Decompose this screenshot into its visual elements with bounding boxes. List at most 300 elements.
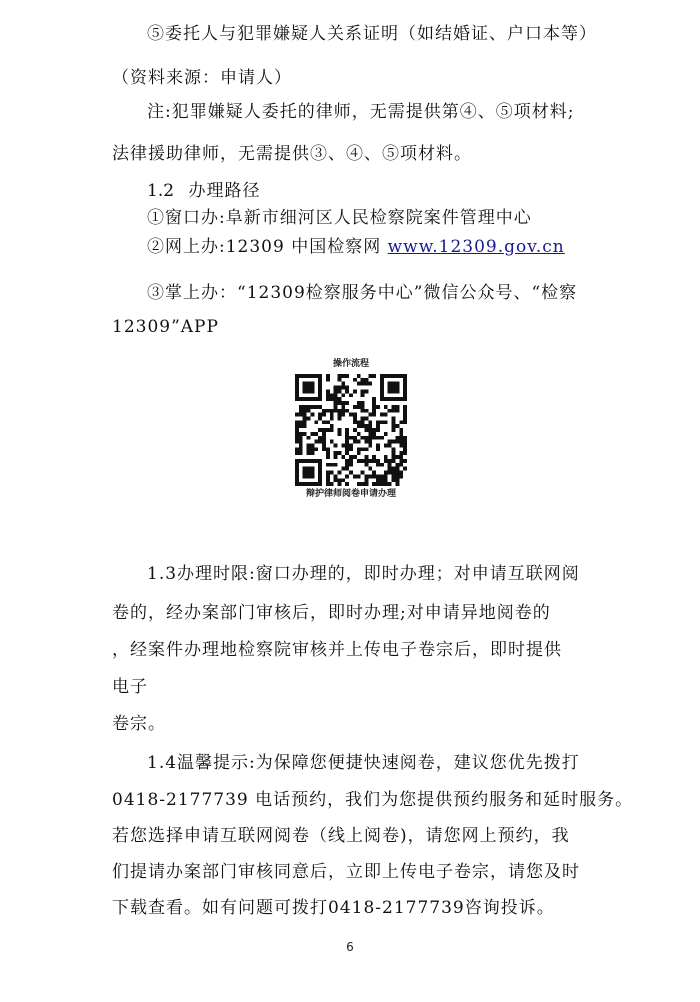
qr-code-icon[interactable] <box>295 374 407 486</box>
qr-module <box>403 397 407 401</box>
qr-module <box>318 436 322 440</box>
qr-module <box>368 459 372 463</box>
section-number: 1.2 <box>147 181 175 201</box>
qr-module <box>334 389 338 393</box>
qr-module <box>403 416 407 420</box>
text-line: ，经案件办理地检察院审核并上传电子卷宗后，即时提供 <box>112 640 562 660</box>
qr-caption: 辩护律师阅卷申请办理 <box>305 489 396 499</box>
qr-module <box>345 474 349 478</box>
qr-module <box>399 463 403 467</box>
qr-module <box>314 440 318 444</box>
qr-module <box>307 482 311 486</box>
qr-module <box>388 440 392 444</box>
qr-module <box>357 382 361 386</box>
qr-module <box>326 463 330 467</box>
qr-module <box>318 428 322 432</box>
qr-module <box>357 447 361 451</box>
qr-module <box>299 397 303 401</box>
text-line: 电子 <box>112 677 148 697</box>
qr-module <box>345 436 349 440</box>
qr-module <box>326 420 330 424</box>
qr-module <box>349 436 353 440</box>
qr-module <box>337 413 341 417</box>
qr-module <box>380 420 384 424</box>
qr-module <box>368 440 372 444</box>
qr-module <box>353 428 357 432</box>
qr-module <box>337 451 341 455</box>
qr-module <box>307 386 311 390</box>
qr-module <box>341 478 345 482</box>
qr-module <box>310 447 314 451</box>
qr-module <box>353 378 357 382</box>
qr-module <box>399 451 403 455</box>
qr-module <box>392 389 396 393</box>
qr-module <box>395 463 399 467</box>
qr-module <box>310 451 314 455</box>
qr-module <box>326 482 330 486</box>
qr-module <box>372 432 376 436</box>
qr-module <box>310 471 314 475</box>
qr-module <box>318 378 322 382</box>
qr-module <box>376 420 380 424</box>
qr-module <box>353 440 357 444</box>
qr-module <box>337 416 341 420</box>
qr-module <box>310 382 314 386</box>
qr-module <box>380 386 384 390</box>
qr-block <box>295 358 407 500</box>
qr-module <box>392 451 396 455</box>
qr-module <box>303 432 307 436</box>
qr-module <box>341 413 345 417</box>
qr-module <box>303 386 307 390</box>
qr-title: 操作流程 <box>332 359 369 369</box>
qr-module <box>392 447 396 451</box>
qr-module <box>399 471 403 475</box>
qr-module <box>295 459 299 463</box>
qr-module <box>318 386 322 390</box>
qr-module <box>357 432 361 436</box>
qr-module <box>403 436 407 440</box>
qr-module <box>365 447 369 451</box>
qr-module <box>376 459 380 463</box>
qr-module <box>295 471 299 475</box>
qr-module <box>380 389 384 393</box>
qr-module <box>330 397 334 401</box>
qr-module <box>384 413 388 417</box>
qr-module <box>334 401 338 405</box>
qr-module <box>372 459 376 463</box>
qr-module <box>322 432 326 436</box>
qr-module <box>337 389 341 393</box>
qr-module <box>337 432 341 436</box>
qr-module <box>330 424 334 428</box>
text-line: 0418-2177739 电话预约，我们为您提供预约服务和延时服务。 <box>112 790 634 810</box>
qr-module <box>372 482 376 486</box>
qr-module <box>384 482 388 486</box>
qr-module <box>303 413 307 417</box>
qr-module <box>368 467 372 471</box>
qr-module <box>365 424 369 428</box>
qr-module <box>399 459 403 463</box>
qr-module <box>330 463 334 467</box>
qr-module <box>372 471 376 475</box>
qr-module <box>395 405 399 409</box>
qr-module <box>403 393 407 397</box>
qr-module <box>295 420 299 424</box>
qr-module <box>392 471 396 475</box>
qr-module <box>314 374 318 378</box>
qr-module <box>295 397 299 401</box>
qr-module <box>388 471 392 475</box>
qr-module <box>314 447 318 451</box>
qr-module <box>295 432 299 436</box>
qr-module <box>307 471 311 475</box>
qr-module <box>380 397 384 401</box>
qr-module <box>392 374 396 378</box>
qr-module <box>399 420 403 424</box>
qr-module <box>372 397 376 401</box>
qr-module <box>368 374 372 378</box>
qr-module <box>388 389 392 393</box>
qr-module <box>310 482 314 486</box>
qr-module <box>326 447 330 451</box>
qr-module <box>326 378 330 382</box>
qr-module <box>295 482 299 486</box>
qr-module <box>295 467 299 471</box>
qr-module <box>395 382 399 386</box>
qr-module <box>403 459 407 463</box>
qr-module <box>357 424 361 428</box>
qr-module <box>384 397 388 401</box>
qr-module <box>299 436 303 440</box>
text-line: ①窗口办:阜新市细河区人民检察院案件管理中心 <box>147 208 532 228</box>
qr-module <box>345 451 349 455</box>
qr-module <box>299 440 303 444</box>
qr-module <box>376 405 380 409</box>
text-line: 注:犯罪嫌疑人委托的律师，无需提供第④、⑤项材料; <box>147 102 575 122</box>
qr-module <box>341 401 345 405</box>
qr-module <box>299 459 303 463</box>
qr-module <box>368 444 372 448</box>
qr-module <box>303 471 307 475</box>
qr-module <box>349 459 353 463</box>
qr-module <box>345 447 349 451</box>
qr-module <box>357 451 361 455</box>
qr-module <box>361 393 365 397</box>
qr-module <box>365 455 369 459</box>
qr-module <box>318 471 322 475</box>
qr-module <box>384 471 388 475</box>
qr-module <box>307 459 311 463</box>
qr-module <box>310 413 314 417</box>
qr-module <box>368 382 372 386</box>
qr-module <box>368 413 372 417</box>
qr-module <box>295 474 299 478</box>
qr-module <box>403 389 407 393</box>
qr-module <box>322 436 326 440</box>
qr-module <box>303 482 307 486</box>
qr-module <box>365 474 369 478</box>
qr-module <box>376 474 380 478</box>
qr-module <box>365 409 369 413</box>
qr-module <box>330 428 334 432</box>
qr-module <box>345 482 349 486</box>
qr-module <box>361 401 365 405</box>
qr-module <box>314 420 318 424</box>
qr-module <box>334 405 338 409</box>
qr-module <box>365 482 369 486</box>
text-line: （资料来源：申请人） <box>112 68 292 88</box>
qr-module <box>372 409 376 413</box>
qr-module <box>318 459 322 463</box>
qr-module <box>403 447 407 451</box>
qr-module <box>388 467 392 471</box>
qr-module <box>330 482 334 486</box>
qr-module <box>349 471 353 475</box>
qr-module <box>299 374 303 378</box>
qr-module <box>368 474 372 478</box>
qr-module <box>395 374 399 378</box>
qr-module <box>372 405 376 409</box>
qr-module <box>307 467 311 471</box>
qr-module <box>334 455 338 459</box>
qr-module <box>318 374 322 378</box>
qr-module <box>368 432 372 436</box>
qr-module <box>399 455 403 459</box>
qr-module <box>376 428 380 432</box>
qr-module <box>303 467 307 471</box>
qr-module <box>361 482 365 486</box>
qr-module <box>392 416 396 420</box>
qr-module <box>384 405 388 409</box>
qr-module <box>361 382 365 386</box>
qr-module <box>337 401 341 405</box>
qr-module <box>341 386 345 390</box>
qr-module <box>361 471 365 475</box>
qr-module <box>295 382 299 386</box>
qr-module <box>345 389 349 393</box>
qr-module <box>388 482 392 486</box>
qr-module <box>318 413 322 417</box>
qr-module <box>295 378 299 382</box>
qr-module <box>326 389 330 393</box>
qr-module <box>353 389 357 393</box>
qr-module <box>395 467 399 471</box>
qr-module <box>353 405 357 409</box>
qr-module <box>307 416 311 420</box>
text-line: 1.3办理时限:窗口办理的，即时办理；对申请互联网阅 <box>147 564 580 584</box>
qr-module <box>307 436 311 440</box>
qr-module <box>345 374 349 378</box>
qr-module <box>365 440 369 444</box>
qr-module <box>295 436 299 440</box>
qr-module <box>361 447 365 451</box>
qr-module <box>395 478 399 482</box>
qr-module <box>349 447 353 451</box>
qr-module <box>399 374 403 378</box>
text-line: 若您选择申请互联网阅卷（线上阅卷)，请您网上预约，我 <box>112 826 570 846</box>
qr-module <box>345 467 349 471</box>
qr-module <box>310 389 314 393</box>
qr-module <box>295 389 299 393</box>
qr-module <box>345 444 349 448</box>
website-link[interactable]: www.12309.gov.cn <box>387 237 565 257</box>
qr-module <box>392 424 396 428</box>
qr-module <box>334 386 338 390</box>
qr-module <box>334 409 338 413</box>
qr-module <box>399 444 403 448</box>
qr-module <box>376 482 380 486</box>
qr-module <box>357 374 361 378</box>
qr-module <box>295 478 299 482</box>
qr-module <box>310 386 314 390</box>
qr-module <box>345 440 349 444</box>
qr-module <box>353 455 357 459</box>
qr-module <box>334 393 338 397</box>
qr-module <box>353 474 357 478</box>
qr-module <box>307 374 311 378</box>
qr-module <box>395 440 399 444</box>
qr-module <box>322 428 326 432</box>
qr-module <box>349 413 353 417</box>
qr-module <box>318 478 322 482</box>
qr-module <box>368 428 372 432</box>
qr-module <box>399 428 403 432</box>
qr-module <box>399 436 403 440</box>
qr-module <box>380 413 384 417</box>
qr-module <box>384 455 388 459</box>
qr-module <box>388 459 392 463</box>
qr-module <box>299 405 303 409</box>
qr-module <box>365 389 369 393</box>
qr-module <box>299 420 303 424</box>
qr-module <box>337 428 341 432</box>
qr-module <box>303 416 307 420</box>
qr-module <box>353 436 357 440</box>
qr-module <box>399 474 403 478</box>
qr-module <box>403 382 407 386</box>
qr-module <box>341 409 345 413</box>
qr-module <box>376 478 380 482</box>
qr-module <box>341 405 345 409</box>
qr-module <box>384 444 388 448</box>
qr-module <box>365 382 369 386</box>
qr-module <box>310 405 314 409</box>
qr-module <box>307 382 311 386</box>
qr-module <box>303 459 307 463</box>
qr-module <box>337 482 341 486</box>
qr-module <box>310 459 314 463</box>
qr-module <box>295 386 299 390</box>
text-line: 法律援助律师，无需提供③、④、⑤项材料。 <box>112 144 472 164</box>
qr-module <box>326 428 330 432</box>
text-line: 卷宗。 <box>112 714 166 734</box>
qr-module <box>295 463 299 467</box>
qr-module <box>307 389 311 393</box>
qr-module <box>295 447 299 451</box>
qr-module <box>326 409 330 413</box>
qr-module <box>299 482 303 486</box>
qr-module <box>299 424 303 428</box>
qr-module <box>310 444 314 448</box>
qr-module <box>310 374 314 378</box>
qr-module <box>295 413 299 417</box>
qr-module <box>380 378 384 382</box>
qr-module <box>303 382 307 386</box>
qr-module <box>353 420 357 424</box>
qr-module <box>365 463 369 467</box>
qr-module <box>388 397 392 401</box>
qr-module <box>365 459 369 463</box>
qr-module <box>341 444 345 448</box>
qr-module <box>299 409 303 413</box>
qr-module <box>334 474 338 478</box>
qr-module <box>349 393 353 397</box>
qr-module <box>380 474 384 478</box>
qr-module <box>318 482 322 486</box>
qr-module <box>318 397 322 401</box>
qr-module <box>345 409 349 413</box>
qr-module <box>334 397 338 401</box>
qr-module <box>318 382 322 386</box>
qr-module <box>326 393 330 397</box>
qr-module <box>330 413 334 417</box>
qr-module <box>307 474 311 478</box>
qr-module <box>326 451 330 455</box>
qr-module <box>345 386 349 390</box>
qr-module <box>318 405 322 409</box>
qr-module <box>345 463 349 467</box>
qr-module <box>403 444 407 448</box>
qr-module <box>303 374 307 378</box>
qr-module <box>395 471 399 475</box>
qr-module <box>326 374 330 378</box>
qr-module <box>395 389 399 393</box>
qr-module <box>314 432 318 436</box>
qr-module <box>361 416 365 420</box>
qr-module <box>372 474 376 478</box>
section-title: 办理路径 <box>188 181 261 201</box>
qr-module <box>337 409 341 413</box>
qr-module <box>326 397 330 401</box>
qr-module <box>345 432 349 436</box>
qr-module <box>392 405 396 409</box>
qr-module <box>307 405 311 409</box>
qr-module <box>299 444 303 448</box>
qr-module <box>403 374 407 378</box>
qr-module <box>376 463 380 467</box>
qr-module <box>341 455 345 459</box>
qr-module <box>365 416 369 420</box>
qr-module <box>318 440 322 444</box>
qr-module <box>357 474 361 478</box>
qr-module <box>365 436 369 440</box>
text-line: ③掌上办：“12309检察服务中心”微信公众号、“检察 <box>147 283 578 303</box>
qr-module <box>310 474 314 478</box>
qr-module <box>357 482 361 486</box>
qr-module <box>303 405 307 409</box>
qr-module <box>392 478 396 482</box>
qr-module <box>322 413 326 417</box>
qr-module <box>376 444 380 448</box>
text-line: 1.4温馨提示:为保障您便捷快速阅卷，建议您优先拨打 <box>147 753 580 773</box>
qr-module <box>318 463 322 467</box>
qr-module <box>337 478 341 482</box>
qr-module <box>334 444 338 448</box>
qr-module <box>318 393 322 397</box>
qr-module <box>326 471 330 475</box>
text-span: ②网上办:12309 中国检察网 <box>147 237 382 257</box>
